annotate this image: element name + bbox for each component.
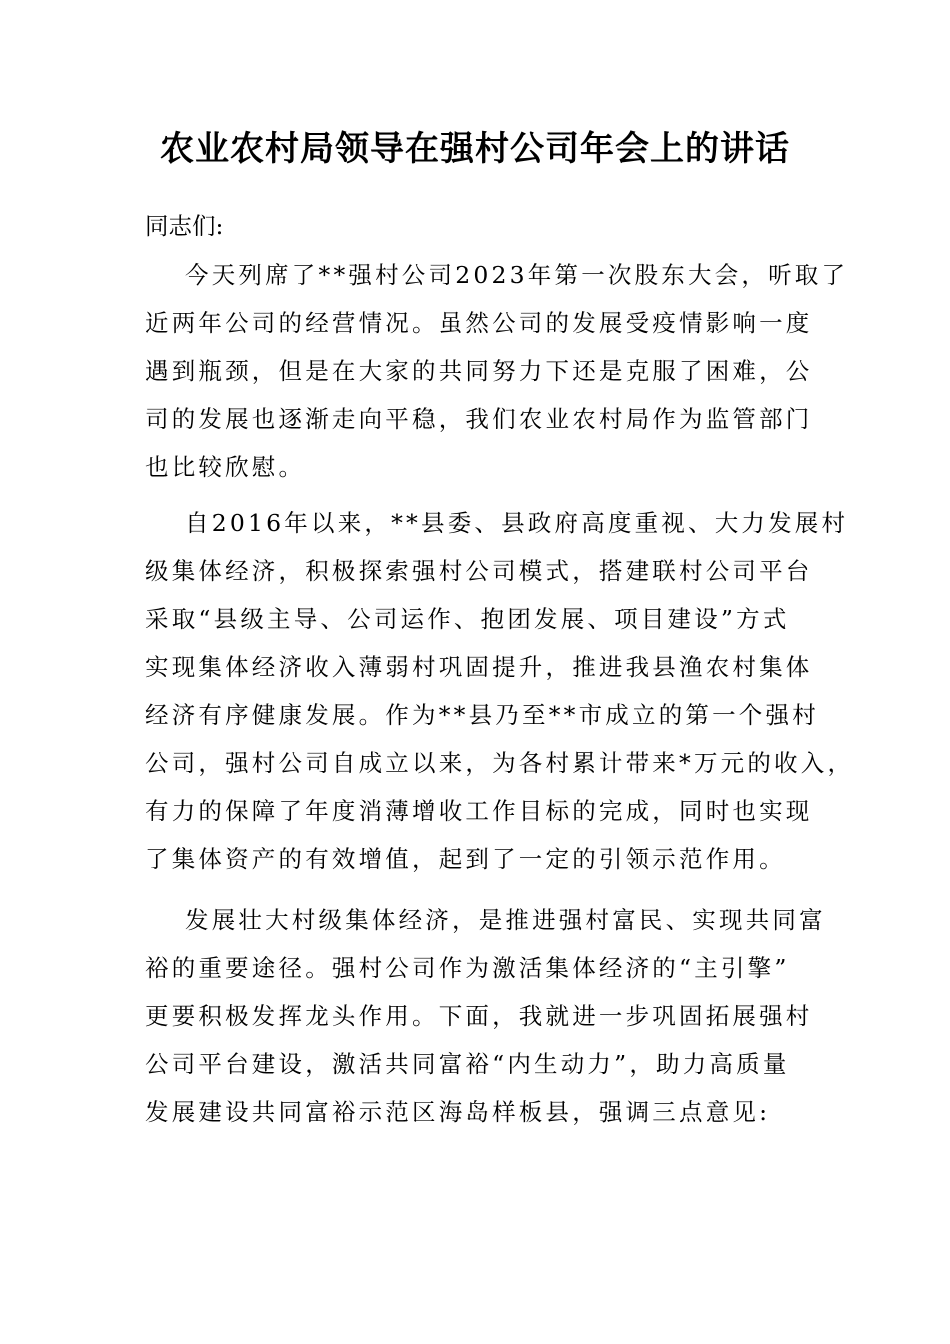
paragraph-line: 经济有序健康发展。作为**县乃至**市成立的第一个强村	[145, 701, 819, 729]
paragraph-line: 裕的重要途径。强村公司作为激活集体经济的“主引擎”	[145, 954, 790, 982]
paragraph-line: 遇到瓶颈，但是在大家的共同努力下还是克服了困难，公	[145, 357, 813, 385]
paragraph-line: 实现集体经济收入薄弱村巩固提升，推进我县渔农村集体	[145, 653, 813, 681]
paragraph-line: 公司平台建设，激活共同富裕“内生动力”，助力高质量	[145, 1050, 790, 1078]
paragraph-line: 了集体资产的有效增值，起到了一定的引领示范作用。	[145, 845, 786, 873]
paragraph-line: 今天列席了**强村公司2023年第一次股东大会，听取了	[185, 261, 849, 289]
paragraph-line: 司的发展也逐渐走向平稳，我们农业农村局作为监管部门	[145, 405, 813, 433]
paragraph-line: 采取“县级主导、公司运作、抱团发展、项目建设”方式	[145, 605, 790, 633]
paragraph-line: 发展壮大村级集体经济，是推进强村富民、实现共同富	[185, 906, 826, 934]
salutation: 同志们:	[145, 212, 224, 240]
paragraph-line: 也比较欣慰。	[145, 453, 306, 481]
paragraph-line: 级集体经济，积极探索强村公司模式，搭建联村公司平台	[145, 557, 813, 585]
paragraph-line: 发展建设共同富裕示范区海岛样板县，强调三点意见:	[145, 1098, 771, 1126]
paragraph-line: 更要积极发挥龙头作用。下面，我就进一步巩固拓展强村	[145, 1002, 813, 1030]
paragraph-line: 自2016年以来，**县委、县政府高度重视、大力发展村	[185, 509, 849, 537]
paragraph-line: 有力的保障了年度消薄增收工作目标的完成，同时也实现	[145, 797, 813, 825]
document-title: 农业农村局领导在强村公司年会上的讲话	[160, 129, 790, 169]
paragraph-2	[145, 499, 854, 883]
paragraph-1	[145, 251, 848, 491]
paragraph-line: 公司，强村公司自成立以来，为各村累计带来*万元的收入，	[145, 749, 855, 777]
paragraph-3	[145, 896, 826, 1136]
paragraph-line: 近两年公司的经营情况。虽然公司的发展受疫情影响一度	[145, 309, 813, 337]
